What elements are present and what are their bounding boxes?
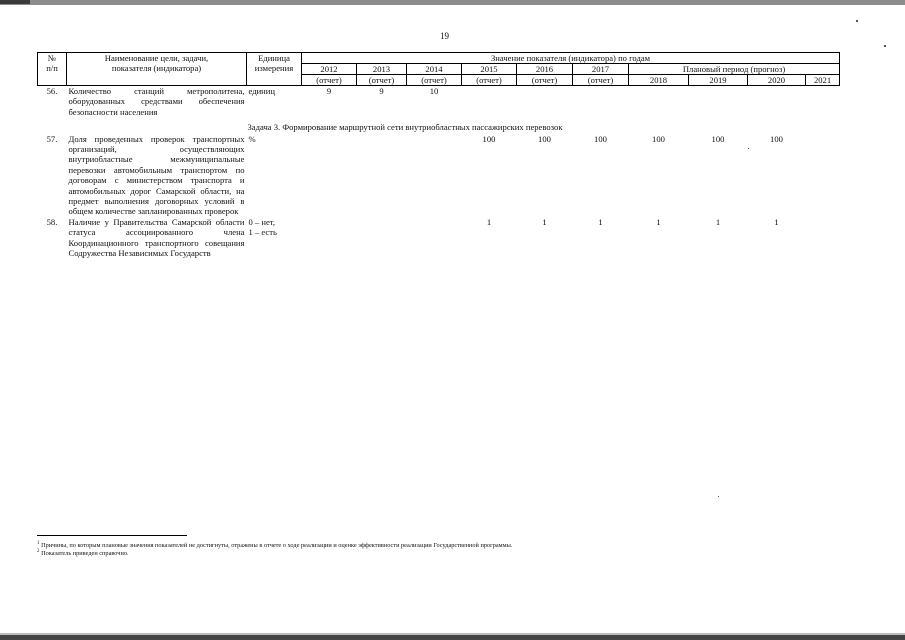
footnote <box>37 549 129 557</box>
row-value <box>462 86 517 118</box>
header-plan-year: 2020 <box>748 75 806 86</box>
row-value: 9 <box>326 86 332 96</box>
header-year-note: (отчет) <box>462 75 517 86</box>
row-number: 57. <box>46 133 58 144</box>
row-unit-line: 0 – нет, <box>248 216 276 227</box>
row-value: 1 <box>656 216 661 227</box>
row-value: 100 <box>538 133 551 144</box>
row-indicator-name: Доля проведенных проверок транспортных организаций, осуществляющих внутриобластные межмуниципальные перевозки автомобильным транспортом по договорам с министерством транспорта и автомобильных дорог Самарской области, на предмет выполнения договорных условий в общем количестве запланированных проверок <box>68 133 245 217</box>
header-year-note: (отчет) <box>407 75 462 86</box>
header-year: 2014 <box>407 64 462 75</box>
row-unit-line: 1 – есть <box>248 227 277 238</box>
header-year: 2015 <box>462 64 517 75</box>
header-year-note: (отчет) <box>357 75 407 86</box>
footnote-text: Показатель приведен справочно. <box>41 550 129 558</box>
header-name: Наименование цели, задачи, показателя (индикатора) <box>67 53 247 86</box>
row-value: 100 <box>652 133 665 144</box>
row-value <box>302 217 357 259</box>
row-value: 100 <box>482 133 496 144</box>
row-value: 1 <box>774 216 779 227</box>
footnote-separator <box>37 535 187 536</box>
header-year: 2016 <box>517 64 573 75</box>
row-value <box>407 134 462 217</box>
row-value <box>357 134 407 217</box>
header-num-sub: п/п <box>46 63 58 73</box>
row-value: 100 <box>770 133 783 144</box>
header-plan: Плановый период (прогноз) <box>629 64 840 75</box>
header-unit: Единица измерения <box>247 53 302 86</box>
row-value: 100 <box>594 133 607 144</box>
footnote-mark: 1 <box>37 541 40 546</box>
row-value: 1 <box>542 216 547 227</box>
header-plan-year: 2018 <box>629 75 689 86</box>
row-value <box>517 86 573 118</box>
header-values: Значение показателя (индикатора) по годам <box>302 53 840 64</box>
row-unit: единиц <box>248 86 275 96</box>
task-heading: Задача 3. Формирование маршрутной сети внутриобластных пассажирских перевозок <box>247 122 563 133</box>
scan-speck <box>884 45 886 47</box>
row-unit <box>247 217 302 259</box>
scan-speck <box>856 20 858 22</box>
row-value <box>806 134 840 217</box>
row-number: 58. <box>46 216 58 227</box>
task-heading-row <box>38 117 840 133</box>
scan-top-mark <box>0 0 30 4</box>
header-year: 2013 <box>357 64 407 75</box>
header-num <box>38 53 67 86</box>
scan-bottom-border <box>0 635 905 640</box>
row-value <box>689 86 748 118</box>
row-indicator-name: Наличие у Правительства Самарской области статуса ассоциированного члена Координационного транспортного совещания Содружества Независимых Государств <box>68 216 245 259</box>
page-number: 19 <box>440 31 449 41</box>
footnote-text: Причины, по которым плановые значения показателей не достигнуты, отражены в отчете о ходе реализации и оценке эффективности реализации Государственной программы. <box>41 542 513 550</box>
indicators-table <box>37 52 840 259</box>
row-value: 10 <box>429 86 439 96</box>
row-value: 1 <box>598 216 603 227</box>
header-year-note: (отчет) <box>517 75 573 86</box>
footnote-mark: 2 <box>37 549 40 554</box>
scan-top-border <box>0 0 905 5</box>
header-year-note: (отчет) <box>302 75 357 86</box>
row-indicator-name: Количество станций метрополитена, оборудованных средствами обеспечения безопасности населения <box>68 86 245 117</box>
row-value <box>302 134 357 217</box>
row-value: 9 <box>379 86 384 96</box>
row-value <box>629 86 689 118</box>
header-num-label: № <box>47 53 57 63</box>
row-number: 56. <box>46 86 58 96</box>
footnote <box>37 541 512 549</box>
row-value <box>806 86 840 118</box>
row-value: 1 <box>715 216 721 227</box>
row-unit: % <box>248 133 256 144</box>
row-value <box>748 86 806 118</box>
header-year-note: (отчет) <box>573 75 629 86</box>
row-value <box>806 217 840 259</box>
row-value: 1 <box>486 216 492 227</box>
header-year: 2012 <box>302 64 357 75</box>
table-row <box>38 134 840 217</box>
row-value <box>573 86 629 118</box>
header-plan-year: 2021 <box>806 75 840 86</box>
scan-speck <box>718 496 719 497</box>
table-row <box>38 86 840 118</box>
row-value <box>357 217 407 259</box>
row-value: 100 <box>711 133 725 144</box>
table-row <box>38 217 840 259</box>
row-value <box>407 217 462 259</box>
header-year: 2017 <box>573 64 629 75</box>
header-plan-year: 2019 <box>689 75 748 86</box>
